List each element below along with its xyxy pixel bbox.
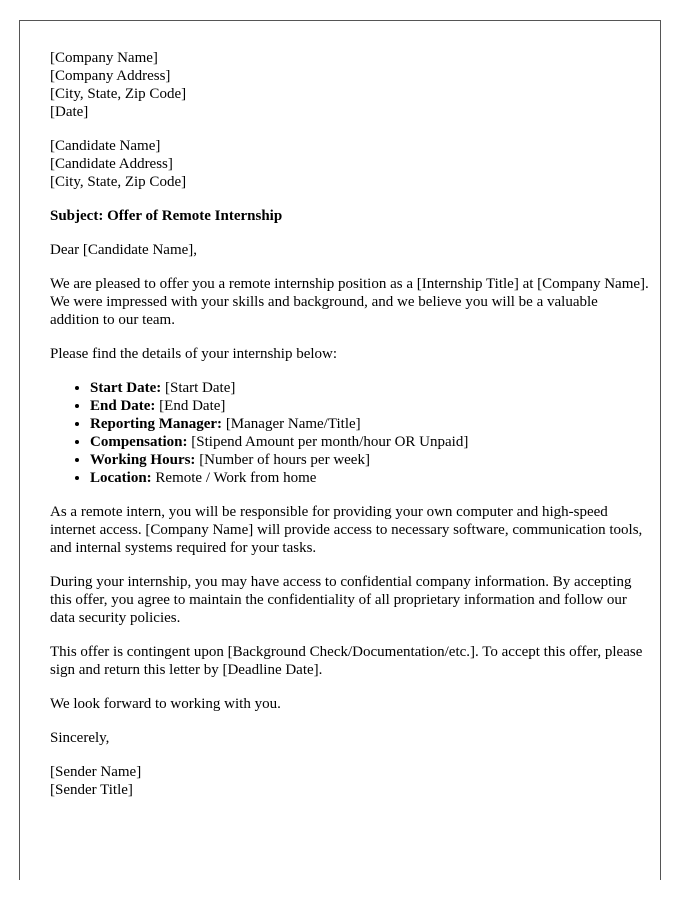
sender-title: [Sender Title]: [50, 782, 133, 798]
detail-value: Remote / Work from home: [151, 470, 317, 486]
details-intro-paragraph: Please find the details of your internship below:: [50, 346, 338, 362]
signature-block: [50, 763, 650, 799]
candidate-name: [Candidate Name]: [50, 138, 161, 154]
detail-location: [90, 469, 650, 487]
company-address: [Company Address]: [50, 68, 171, 84]
company-city-state-zip: [City, State, Zip Code]: [50, 86, 187, 102]
detail-value: [Start Date]: [161, 380, 236, 396]
candidate-city-state-zip: [City, State, Zip Code]: [50, 174, 187, 190]
letter-content: [50, 49, 650, 799]
confidentiality-paragraph: During your internship, you may have access to confidential company information. By accepting this offer, you agree to maintain the confidentiality of all proprietary information and follow our data security policies.: [50, 574, 632, 626]
detail-compensation: [90, 433, 650, 451]
detail-reporting-manager: [90, 415, 650, 433]
detail-end-date: [90, 397, 650, 415]
greeting: Dear [Candidate Name],: [50, 242, 198, 258]
sender-address-block: [50, 49, 650, 121]
letter-date: [Date]: [50, 104, 89, 120]
closing-line: We look forward to working with you.: [50, 696, 281, 712]
subject-line: Subject: Offer of Remote Internship: [50, 208, 283, 224]
company-name: [Company Name]: [50, 50, 158, 66]
closing-salutation: Sincerely,: [50, 730, 110, 746]
intro-paragraph: We are pleased to offer you a remote internship position as a [Internship Title] at [Company Name]. We were impressed with your skills and background, and we believe you will be a valuable addition to our team.: [50, 276, 649, 328]
letter-page: [19, 20, 661, 880]
detail-value: [End Date]: [155, 398, 226, 414]
sender-name: [Sender Name]: [50, 764, 142, 780]
equipment-paragraph: As a remote intern, you will be responsible for providing your own computer and high-speed internet access. [Company Name] will provide access to necessary software, communication tools, and internal systems required for your tasks.: [50, 504, 643, 556]
contingency-paragraph: This offer is contingent upon [Background Check/Documentation/etc.]. To accept this offer, please sign and return this letter by [Deadline Date].: [50, 644, 643, 678]
detail-value: [Manager Name/Title]: [222, 416, 361, 432]
recipient-address-block: [50, 137, 650, 191]
detail-label: Location:: [90, 470, 152, 486]
detail-label: Compensation:: [90, 434, 188, 450]
detail-label: Reporting Manager:: [90, 416, 223, 432]
detail-start-date: [90, 379, 650, 397]
detail-value: [Stipend Amount per month/hour OR Unpaid]: [187, 434, 469, 450]
detail-label: Start Date:: [90, 380, 162, 396]
internship-details-list: [50, 379, 650, 487]
detail-value: [Number of hours per week]: [195, 452, 370, 468]
detail-working-hours: [90, 451, 650, 469]
detail-label: End Date:: [90, 398, 156, 414]
detail-label: Working Hours:: [90, 452, 196, 468]
candidate-address: [Candidate Address]: [50, 156, 173, 172]
